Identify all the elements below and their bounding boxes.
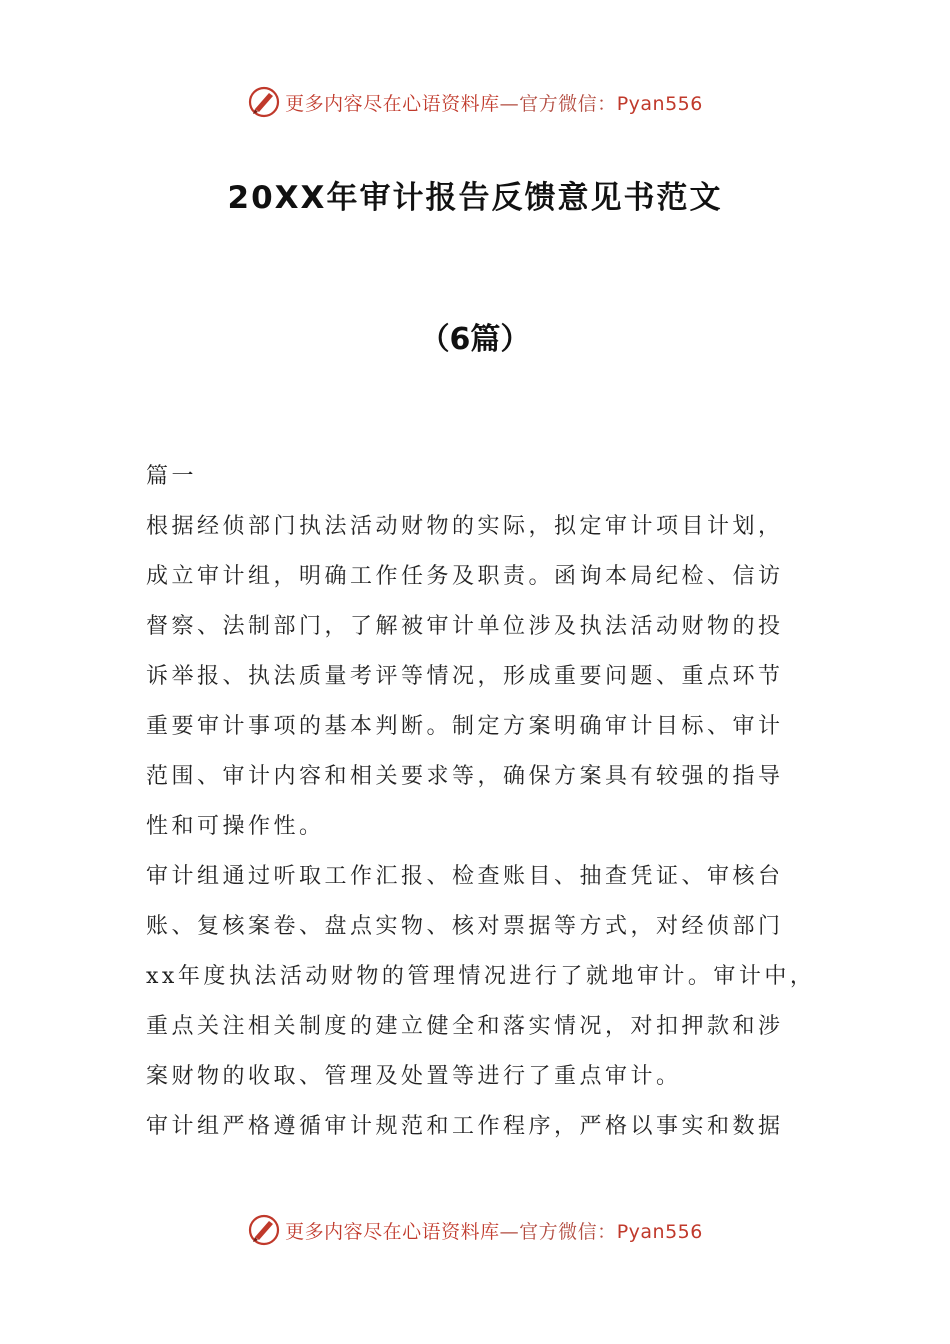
paragraph-line: 重要审计事项的基本判断。制定方案明确审计目标、审计 bbox=[146, 714, 784, 739]
paragraph-line: 成立审计组，明确工作任务及职责。函询本局纪检、信访 bbox=[146, 564, 784, 589]
wechat-id: Pyan556 bbox=[616, 1220, 703, 1243]
document-title: 20XX年审计报告反馈意见书范文 bbox=[227, 180, 723, 216]
pen-logo-icon bbox=[247, 85, 281, 119]
paragraph-line: 性和可操作性。 bbox=[146, 814, 325, 839]
pen-logo-icon bbox=[247, 1213, 281, 1247]
wechat-id: Pyan556 bbox=[616, 92, 703, 115]
paragraph-line: 案财物的收取、管理及处置等进行了重点审计。 bbox=[146, 1064, 682, 1089]
document-subtitle: （6篇） bbox=[419, 322, 531, 357]
paragraph-line: 根据经侦部门执法活动财物的实际，拟定审计项目计划， bbox=[146, 514, 784, 539]
paragraph-line: xx年度执法活动财物的管理情况进行了就地审计。审计中， bbox=[146, 964, 816, 989]
paragraph-line: 范围、审计内容和相关要求等，确保方案具有较强的指导 bbox=[146, 764, 784, 789]
paragraph-line: 督察、法制部门，了解被审计单位涉及执法活动财物的投 bbox=[146, 614, 784, 639]
paragraph-line: 账、复核案卷、盘点实物、核对票据等方式，对经侦部门 bbox=[146, 914, 784, 939]
paragraph-line: 审计组通过听取工作汇报、检查账目、抽查凭证、审核台 bbox=[146, 864, 784, 889]
footer-watermark bbox=[0, 1210, 950, 1250]
section-heading: 篇一 bbox=[146, 464, 198, 489]
watermark-text: 更多内容尽在心语资料库—官方微信：Pyan556 bbox=[285, 1220, 703, 1243]
header-watermark bbox=[0, 82, 950, 122]
paragraph-line: 诉举报、执法质量考评等情况，形成重要问题、重点环节 bbox=[146, 664, 784, 689]
paragraph-line: 重点关注相关制度的建立健全和落实情况，对扣押款和涉 bbox=[146, 1014, 784, 1039]
document-body bbox=[146, 452, 836, 1152]
watermark-text: 更多内容尽在心语资料库—官方微信：Pyan556 bbox=[285, 92, 703, 115]
paragraph-line: 审计组严格遵循审计规范和工作程序，严格以事实和数据 bbox=[146, 1114, 784, 1139]
